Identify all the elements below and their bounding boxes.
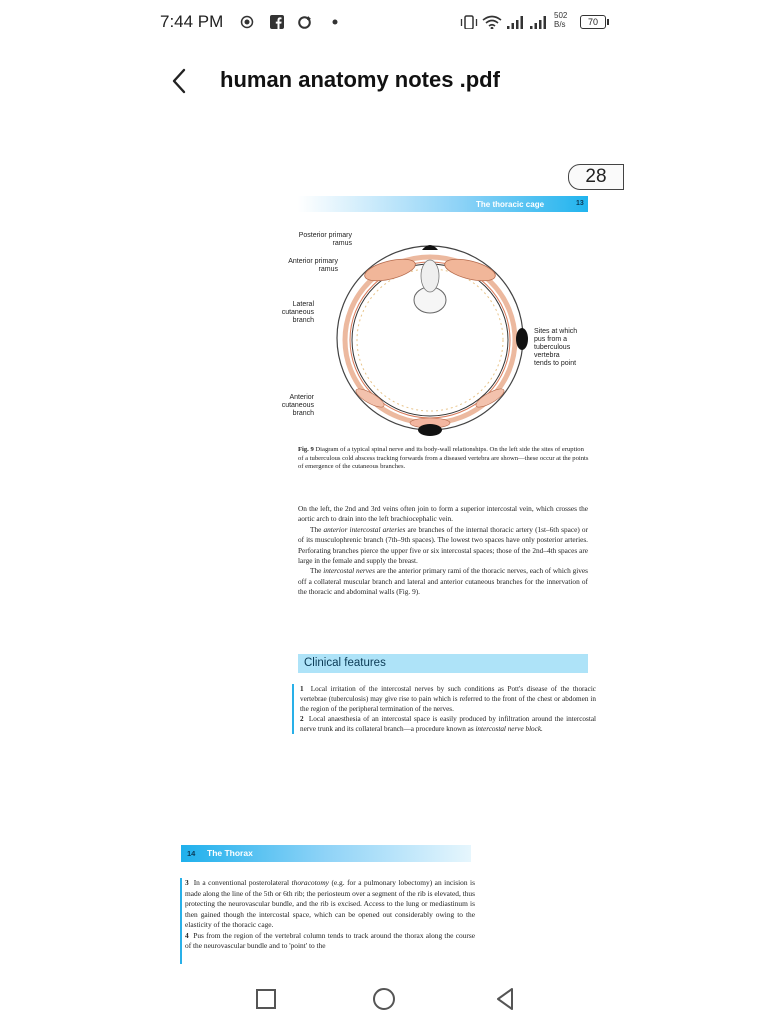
square-icon[interactable] — [251, 984, 281, 1014]
label-line: Posterior primary — [298, 232, 352, 239]
emphasis: thoracotomy — [291, 878, 329, 887]
clinical-item — [185, 931, 475, 952]
text: are the anterior primary rami of the thoracic nerves, each of which gives off a collateral muscular branch and lateral and anterior cutaneous branches for the innervation of the thoracic and abdominal walls (Fig. 9). — [298, 566, 588, 597]
chevron-left-icon[interactable] — [164, 64, 194, 98]
label-line: cutaneous — [281, 402, 314, 409]
text: (e.g. for a pulmonary lobectomy) an incision is made along the line of the 5th or 6th rib; the periosteum over a segment of the rib is elevated, thus protecting the neurovascular bundle, and the rib is excised. Access to the lung or mediastinum is then gained though the intercostal space, which can be opened out considerably owing to the elasticity of the thoracic cage. — [185, 878, 475, 929]
emphasis: intercostal nerve block. — [475, 725, 543, 733]
label-line: Anterior — [289, 394, 314, 401]
page-number-badge[interactable]: 28 — [568, 164, 624, 190]
text: The — [310, 524, 324, 534]
label-line: branch — [292, 410, 314, 417]
navigation-bar — [0, 976, 768, 1024]
page-header-title: The thoracic cage — [476, 200, 545, 209]
next-page-text — [180, 878, 475, 964]
signal-icon — [506, 15, 526, 29]
dot-icon — [332, 19, 338, 33]
label-anterior-primary-ramus — [266, 258, 338, 274]
facebook-icon — [270, 15, 284, 29]
page-header-number: 13 — [576, 200, 584, 207]
sync-icon — [297, 15, 312, 29]
emphasis: anterior intercostal arteries — [323, 524, 406, 534]
label-line: vertebra — [534, 352, 560, 359]
battery-level: 70 — [587, 17, 598, 27]
section-title: Clinical features — [304, 657, 386, 669]
paragraph-arteries — [298, 525, 588, 567]
emphasis: intercostal nerves — [323, 566, 376, 576]
thorax-cross-section-figure — [330, 238, 550, 436]
label-line: cutaneous — [281, 309, 314, 316]
text: The — [310, 566, 324, 576]
label-line: ramus — [332, 240, 352, 247]
label-line: tuberculous — [534, 344, 571, 351]
label-line: branch — [292, 317, 314, 324]
item-number: 2 — [300, 715, 304, 723]
vibrate-icon — [460, 15, 478, 29]
text: Pus from the region of the vertebral column tends to track around the thorax along the course of the neurovascular bundle and to 'point' to the — [185, 930, 475, 950]
paragraph-veins: On the left, the 2nd and 3rd veins often join to form a superior intercostal vein, which crosses the aortic arch to drain into the left brachiocephalic vein. — [298, 504, 588, 524]
label-line: Sites at which — [534, 328, 578, 335]
clinical-item — [185, 878, 475, 931]
item-number: 4 — [185, 930, 189, 940]
net-speed-value: 502 — [554, 11, 568, 20]
figure-caption — [298, 446, 590, 472]
clinical-features-list — [292, 684, 596, 734]
battery-icon — [580, 15, 606, 29]
triangle-back-icon[interactable] — [490, 984, 520, 1014]
body-text — [298, 504, 588, 598]
label-line: Anterior primary — [288, 258, 338, 265]
signal-icon — [529, 15, 549, 29]
page-header-band — [298, 196, 588, 212]
pdf-page[interactable] — [180, 190, 620, 970]
status-bar — [0, 0, 768, 46]
wifi-icon — [482, 15, 502, 29]
clinical-item — [300, 714, 596, 734]
status-time: 7:44 PM — [160, 12, 224, 31]
circle-icon[interactable] — [369, 984, 399, 1014]
net-speed — [554, 11, 567, 29]
label-line: ramus — [318, 266, 338, 273]
label-line: pus from a — [534, 336, 568, 343]
document-title: human anatomy notes .pdf — [220, 67, 500, 92]
text: Local irritation of the intercostal nerves by such conditions as Pott's disease of the thoracic vertebrae (tuberculosis) may give rise to pain which is referred to the front of the chest or abdomen in the region of the peripheral termination of the nerves. — [300, 685, 597, 713]
record-icon — [240, 15, 254, 29]
label-lateral-cutaneous-branch — [266, 301, 314, 325]
net-speed-unit: B/s — [554, 20, 566, 29]
paragraph-nerves — [298, 566, 588, 597]
label-sites-pus — [534, 328, 590, 368]
item-number: 1 — [300, 685, 304, 693]
next-page-title: The Thorax — [207, 848, 253, 858]
label-anterior-cutaneous-branch — [266, 394, 314, 418]
label-line: Lateral — [292, 301, 314, 308]
label-posterior-primary-ramus — [278, 232, 352, 248]
next-page-number: 14 — [187, 849, 196, 858]
text: Local anaesthesia of an intercostal space is easily produced by infiltration around the intercostal nerve trunk and its collateral branch—a procedure known as — [300, 715, 597, 733]
clinical-item — [300, 684, 596, 714]
item-number: 3 — [185, 878, 189, 887]
caption-text: Diagram of a typical spinal nerve and its body-wall relationships. On the left side the sites of eruption of a tuberculous cold abscess tracking forwards from a diseased vertebra are shown—these occur at the points of emergence of the cutaneous branches. — [298, 446, 589, 471]
text: are branches of the internal thoracic artery (1st–6th space) or of its musculophrenic branch (7th–9th spaces). The lowest two spaces have only posterior arteries. Perforating branches pierce the upper five or six intercostal spaces; those of the 2nd–4th spaces are large in the female and supply the breast. — [298, 524, 588, 566]
caption-label: Fig. 9 — [298, 446, 314, 453]
label-line: tends to point — [534, 360, 577, 367]
text: In a conventional posterolateral — [193, 878, 292, 887]
